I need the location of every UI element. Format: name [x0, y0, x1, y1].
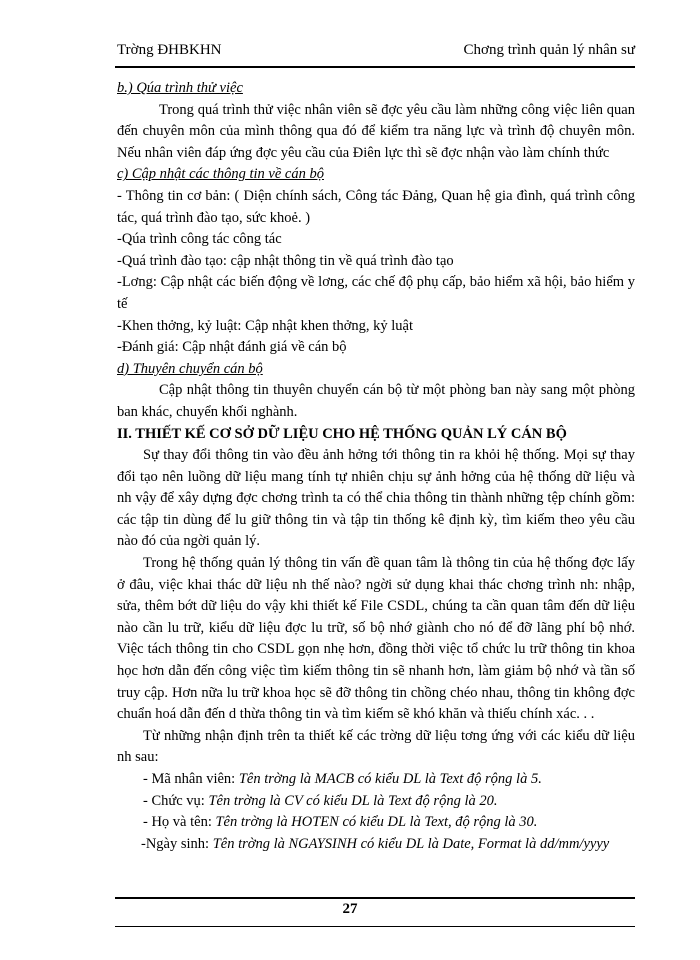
paragraph: Từ những nhận định trên ta thiết kế các trờng dữ liệu tơng ứng với các kiểu dữ liệu nh sau: [117, 727, 635, 766]
list-item: - Thông tin cơ bản: ( Diện chính sách, Công tác Đảng, Quan hệ gia đình, quá trình công tác, quá trình đào tạo, sức khoẻ. ) [117, 187, 635, 226]
footer-underline [115, 926, 635, 927]
list-item: -Đánh giá: Cập nhật đánh giá về cán bộ [117, 339, 347, 356]
field-item [117, 834, 635, 856]
page-header [117, 42, 635, 64]
page-number: 27 [342, 901, 358, 917]
field-desc: Tên trờng là CV có kiểu DL là Text độ rộng là 20. [208, 792, 498, 809]
header-left-text: Trờng ĐHBKHN [117, 42, 222, 58]
field-item [117, 791, 635, 813]
field-label: - Mã nhân viên: [143, 771, 239, 787]
field-label: - Chức vụ: [143, 792, 209, 809]
paragraph: Trong hệ thống quản lý thông tin vấn đề quan tâm là thông tin của hệ thống đợc lấy ở đâu, việc khai thác dữ liệu nh thế nào? ngời sử dụng khai thác chơng trình nh: nhập, sửa, thêm bớt dữ liệu do vậy khi thiết kế File CSDL, chúng ta cần quan tâm đến dữ liệu nào cần lu trữ, kiểu dữ liệu đợc lu trữ, số bộ nhớ giành cho nó để đỡ lãng phí bộ nhớ. Việc tách thông tin cho CSDL gọn nhẹ hơn, đồng thời việc tổ chức lu trữ thông tin khoa học hơn dẫn đến công việc tìm kiếm thông tin sẽ nhanh hơn, làm giảm bộ nhớ và tần số truy cập. Hơn nữa lu trữ khoa học sẽ đỡ thông tin chồng chéo nhau, thông tin không đợc chuẩn hoá dẫn đến d thừa thông tin và tìm kiếm sẽ khó khăn và thiếu chính xác. . . [117, 555, 635, 723]
subsection-title-d: d) Thuyên chuyển cán bộ [117, 360, 263, 377]
field-desc: Tên trờng là MACB có kiểu DL là Text độ rộng là 5. [238, 771, 542, 787]
paragraph: Sự thay đổi thông tin vào đều ảnh hởng tới thông tin ra khỏi hệ thống. Mọi sự thay đổi tạo nên luồng dữ liệu mang tính tự nhiên chịu sự ảnh hởng của hệ thống dữ liệu và nh vậy để xây dựng đợc chơng trình ta có thể chia thông tin thành những tệp chính gồm: các tập tin dùng để lu giữ thông tin và tập tin thống kê định kỳ, tìm kiếm theo yêu cầu nào đó của ngời quản lý. [117, 447, 635, 550]
paragraph-b: Trong quá trình thử việc nhân viên sẽ đợc yêu cầu làm những công việc liên quan đến chuyên môn của mình thông qua đó để kiểm tra năng lực và trình độ chuyên môn. Nếu nhân viên đáp ứng đợc yêu cầu của Điên lực thì sẽ đợc nhận vào làm chính thức [117, 101, 635, 161]
section-heading: II. THIẾT KẾ CƠ SỞ DỮ LIỆU CHO HỆ THỐNG QUẢN LÝ CÁN BỘ [117, 425, 567, 442]
field-label: - Họ và tên: [143, 814, 216, 831]
list-item: -Quá trình đào tạo: cập nhật thông tin về quá trình đào tạo [117, 252, 454, 269]
field-item [117, 812, 635, 834]
field-item [117, 769, 635, 791]
list-item: -Khen thởng, kỷ luật: Cập nhật khen thởng, kỷ luật [117, 317, 414, 334]
field-desc: Tên trờng là HOTEN có kiểu DL là Text, độ rộng là 30. [215, 814, 538, 831]
paragraph-d: Cập nhật thông tin thuyên chuyển cán bộ từ một phòng ban này sang một phòng ban khác, chuyển khối nghành. [117, 382, 635, 420]
header-right-text: Chơng trình quản lý nhân sư [463, 42, 635, 58]
subsection-title-b: b.) Qúa trình thử việc [117, 80, 243, 96]
page-body [117, 78, 635, 855]
footer-divider [115, 897, 635, 899]
list-item: -Lơng: Cập nhật các biến động về lơng, các chế độ phụ cấp, bảo hiểm xã hội, bảo hiểm y tế [117, 274, 635, 312]
field-label: -Ngày sinh: [141, 835, 213, 852]
subsection-title-c: c) Cập nhật các thông tin về cán bộ [117, 166, 324, 183]
header-divider [115, 66, 635, 68]
field-desc: Tên trờng là NGAYSINH có kiểu DL là Date, Format là dd/mm/yyyy [212, 835, 610, 852]
list-item: -Qúa trình công tác công tác [117, 231, 282, 248]
